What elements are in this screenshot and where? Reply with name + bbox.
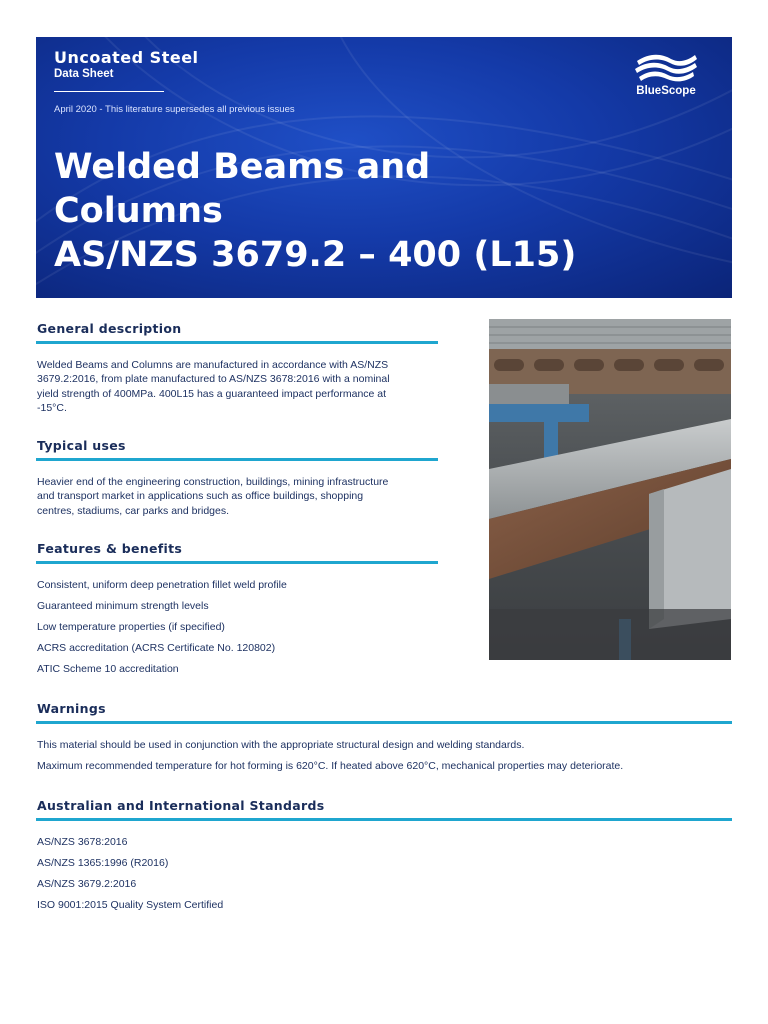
typical-uses-heading: Typical uses [37, 438, 126, 453]
doc-type: Uncoated Steel [54, 48, 199, 67]
list-item: AS/NZS 3678:2016 [37, 836, 128, 848]
text-line: 3679.2:2016, from plate manufactured to AS/NZS 3678:2016 with a nominal [37, 373, 390, 386]
list-item: ISO 9001:2015 Quality System Certified [37, 899, 224, 911]
standards-list [37, 835, 223, 919]
issue-note: April 2020 - This literature supersedes all previous issues [54, 104, 295, 115]
section-rule [36, 721, 732, 724]
section-rule [36, 341, 438, 344]
doc-subtype: Data Sheet [54, 68, 114, 80]
warnings-heading: Warnings [37, 701, 106, 716]
title-line-1: Welded Beams and [54, 147, 431, 187]
brand-name: BlueScope [636, 85, 696, 97]
steel-beams-photo [489, 319, 731, 660]
general-description-heading: General description [37, 321, 182, 336]
standards-heading: Australian and International Standards [37, 798, 325, 813]
section-rule [36, 818, 732, 821]
list-item: This material should be used in conjunction with the appropriate structural design and welding standards. [37, 739, 525, 751]
photo-illustration [489, 319, 731, 660]
text-line: Heavier end of the engineering construction, buildings, mining infrastructure [37, 476, 389, 488]
list-item: AS/NZS 1365:1996 (R2016) [37, 857, 169, 869]
section-rule [36, 458, 438, 461]
header-banner [36, 37, 732, 298]
typical-uses-text [37, 475, 388, 518]
general-description-text [37, 358, 390, 415]
text-line: and transport market in applications such as office buildings, shopping [37, 490, 364, 503]
list-item: Guaranteed minimum strength levels [37, 600, 209, 612]
list-item: Maximum recommended temperature for hot forming is 620°C. If heated above 620°C, mechanical properties may deteriorate. [37, 760, 624, 772]
list-item: Consistent, uniform deep penetration fillet weld profile [37, 579, 287, 591]
bluescope-wave-logo-icon [631, 51, 701, 83]
section-rule [36, 561, 438, 564]
text-line: centres, stadiums, car parks and bridges. [37, 504, 230, 517]
header-divider [54, 91, 164, 92]
list-item: Low temperature properties (if specified) [37, 621, 225, 633]
title-line-2: Columns [54, 191, 223, 231]
text-line: yield strength of 400MPa. 400L15 has a guaranteed impact performance at [37, 387, 387, 400]
text-line: -15°C. [37, 401, 67, 414]
brand-logo [618, 51, 714, 97]
title-line-3: AS/NZS 3679.2 – 400 (L15) [54, 235, 577, 275]
warnings-list [37, 738, 623, 780]
list-item: ACRS accreditation (ACRS Certificate No. 120802) [37, 642, 276, 654]
text-line: Welded Beams and Columns are manufactured in accordance with AS/NZS [37, 359, 389, 371]
list-item: ATIC Scheme 10 accreditation [37, 663, 179, 675]
features-heading: Features & benefits [37, 541, 183, 556]
features-list [37, 578, 287, 683]
list-item: AS/NZS 3679.2:2016 [37, 878, 137, 890]
page-title [54, 145, 576, 277]
